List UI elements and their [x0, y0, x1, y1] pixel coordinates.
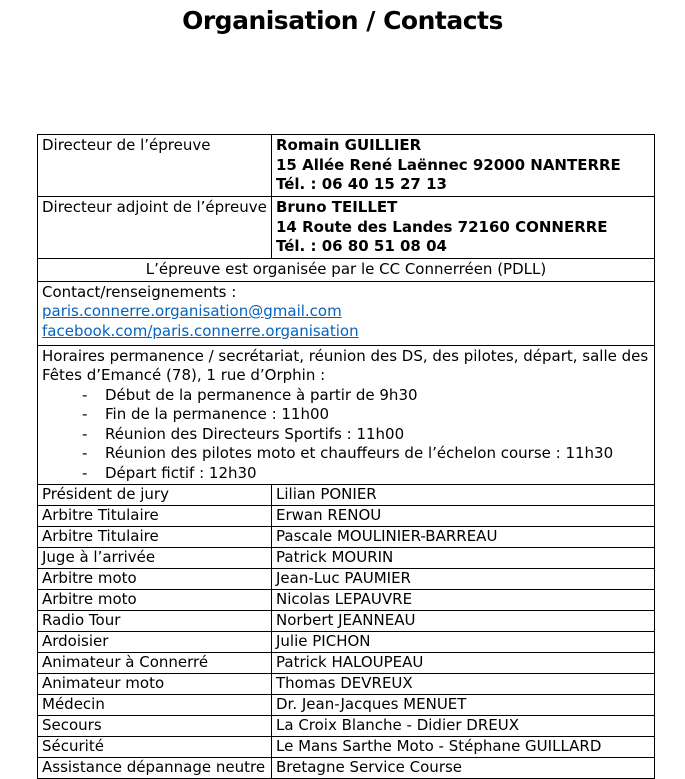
- schedule-item: [42, 464, 650, 484]
- directors-section: [38, 135, 655, 259]
- official-row: [38, 632, 655, 653]
- official-name: Pascale MOULINIER-BARREAU: [272, 527, 655, 548]
- official-row: [38, 590, 655, 611]
- contacts-table: [37, 134, 655, 779]
- schedule-items: [42, 386, 650, 484]
- official-name: Nicolas LEPAUVRE: [272, 590, 655, 611]
- schedule-intro: Horaires permanence / secrétariat, réunion des DS, des pilotes, départ, salle des Fêtes d’Emancé (78), 1 rue d’Orphin :: [42, 346, 649, 384]
- bullet-dash: -: [82, 463, 88, 482]
- official-role: Président de jury: [38, 485, 272, 506]
- official-name: Julie PICHON: [272, 632, 655, 653]
- official-name: La Croix Blanche - Didier DREUX: [272, 716, 655, 737]
- official-name: Norbert JEANNEAU: [272, 611, 655, 632]
- official-role: Ardoisier: [38, 632, 272, 653]
- official-role: Arbitre Titulaire: [38, 506, 272, 527]
- director-phone: Tél. : 06 40 15 27 13: [276, 175, 447, 193]
- schedule-item-text: Réunion des Directeurs Sportifs : 11h00: [105, 424, 405, 443]
- official-row: [38, 548, 655, 569]
- official-role: Animateur à Connerré: [38, 653, 272, 674]
- bullet-dash: -: [82, 444, 88, 462]
- schedule-item-text: Début de la permanence à partir de 9h30: [105, 385, 418, 404]
- official-row: [38, 653, 655, 674]
- director-address: 15 Allée René Laënnec 92000 NANTERRE: [276, 155, 621, 174]
- contact-email-line: [42, 302, 650, 322]
- bullet-dash: -: [82, 405, 88, 423]
- official-name: Dr. Jean-Jacques MENUET: [272, 695, 655, 716]
- director-name: Romain GUILLIER: [276, 136, 422, 154]
- director-contact-cell: [272, 135, 655, 197]
- contact-cell: [38, 281, 655, 345]
- schedule-item: [42, 405, 650, 425]
- director-role-label: Directeur de l’épreuve: [38, 135, 272, 197]
- schedule-item: [42, 444, 650, 464]
- official-role: Arbitre moto: [38, 590, 272, 611]
- official-role: Sécurité: [38, 737, 272, 758]
- official-row: [38, 695, 655, 716]
- official-name: Erwan RENOU: [272, 506, 655, 527]
- schedule-cell: [38, 345, 655, 485]
- contact-label: Contact/renseignements :: [42, 282, 237, 301]
- contact-row: [38, 281, 655, 345]
- official-row: [38, 611, 655, 632]
- director-contact-cell: [272, 197, 655, 259]
- director-phone: Tél. : 06 80 51 08 04: [276, 237, 447, 255]
- official-name: Le Mans Sarthe Moto - Stéphane GUILLARD: [272, 737, 655, 758]
- bullet-dash: -: [82, 385, 88, 404]
- schedule-item-text: Fin de la permanence : 11h00: [105, 405, 330, 423]
- official-row: [38, 506, 655, 527]
- official-role: Assistance dépannage neutre: [38, 758, 272, 779]
- page-title: Organisation / Contacts: [182, 6, 503, 35]
- schedule-row: [38, 345, 655, 485]
- contact-facebook-line: [42, 322, 650, 342]
- official-row: [38, 737, 655, 758]
- official-role: Arbitre moto: [38, 569, 272, 590]
- organizer-row: [38, 259, 655, 282]
- email-link[interactable]: paris.connerre.organisation@gmail.com: [42, 302, 342, 320]
- official-row: [38, 527, 655, 548]
- organizer-section: [38, 259, 655, 485]
- official-role: Animateur moto: [38, 674, 272, 695]
- official-role: Secours: [38, 716, 272, 737]
- official-name: Patrick HALOUPEAU: [272, 653, 655, 674]
- bullet-dash: -: [82, 424, 88, 443]
- official-name: Patrick MOURIN: [272, 548, 655, 569]
- official-row: [38, 674, 655, 695]
- director-address: 14 Route des Landes 72160 CONNERRE: [276, 217, 608, 236]
- official-name: Lilian PONIER: [272, 485, 655, 506]
- official-row: [38, 569, 655, 590]
- official-name: Thomas DEVREUX: [272, 674, 655, 695]
- official-role: Radio Tour: [38, 611, 272, 632]
- director-role-label: Directeur adjoint de l’épreuve: [38, 197, 272, 259]
- organizer-text: L’épreuve est organisée par le CC Connerréen (PDLL): [38, 259, 655, 282]
- schedule-item: [42, 386, 650, 406]
- official-name: Jean-Luc PAUMIER: [272, 569, 655, 590]
- official-role: Médecin: [38, 695, 272, 716]
- official-name: Bretagne Service Course: [272, 758, 655, 779]
- officials-section: [38, 485, 655, 779]
- director-row: [38, 197, 655, 259]
- facebook-link[interactable]: facebook.com/paris.connerre.organisation: [42, 321, 359, 340]
- director-row: [38, 135, 655, 197]
- official-row: [38, 758, 655, 779]
- schedule-item: [42, 425, 650, 445]
- schedule-item-text: Réunion des pilotes moto et chauffeurs de l’échelon course : 11h30: [105, 444, 614, 462]
- official-row: [38, 716, 655, 737]
- official-row: [38, 485, 655, 506]
- director-name: Bruno TEILLET: [276, 198, 398, 216]
- schedule-item-text: Départ fictif : 12h30: [105, 463, 257, 482]
- official-role: Juge à l’arrivée: [38, 548, 272, 569]
- official-role: Arbitre Titulaire: [38, 527, 272, 548]
